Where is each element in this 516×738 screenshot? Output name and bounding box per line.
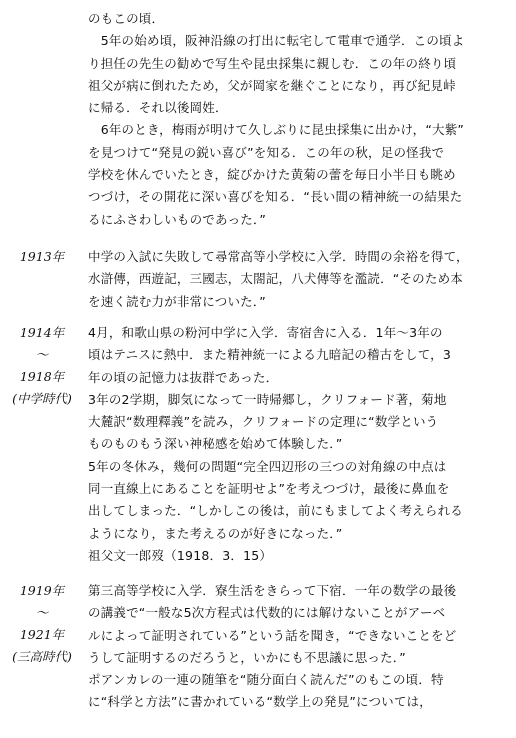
text-line: に帰る．それ以後岡姓． (88, 100, 228, 116)
year-range-tilde: 〜 (35, 605, 49, 620)
year-text: 1919年 (19, 583, 65, 598)
text-line: ようになり，また考えるのが好きになった．” (88, 525, 343, 541)
text-line: 大麓訳“数理釋義”を読み，クリフォードの定理に“数学という (88, 414, 439, 430)
text-line: 中学の入試に失敗して尋常高等小学校に入学．時間の余裕を得て， (88, 249, 469, 264)
text-line: 6年のとき，梅雨が明けて久しぶりに昆虫採集に出かけ，“大紫” (88, 122, 465, 138)
text-line: ものものもう深い神秘感を始めて体験した．” (88, 436, 343, 452)
text-line: り担任の先生の勧めで写生や昆虫採集に親しむ．この年の終り頃 (88, 55, 457, 71)
text-line: 年の頃の記憶力は抜群であった． (88, 369, 279, 385)
text-line: のもこの頃． (88, 11, 165, 26)
text-line: を速く読む力が非常についた．” (88, 293, 266, 309)
period-label: (三高時代) (12, 649, 72, 664)
year-text: 1921年 (19, 627, 65, 642)
text-line: の講義で“一般な5次方程式は代数的には解けないことがアーベ (88, 605, 446, 621)
year-text: 1914年 (19, 325, 65, 340)
text-line: 学校を休んでいたとき，綻びかけた黄菊の蕾を毎日小半日も眺め (88, 167, 456, 183)
text-line: 水滸傳，西遊記，三國志，太閤記，八犬傳等を濫読．“そのため本 (88, 271, 463, 287)
text-line: ルによって証明されている”という話を聞き，“できないことをど (88, 627, 457, 643)
text-line: 3年の2学期，脚気になって一時帰郷し，クリフォード著，菊地 (88, 391, 447, 407)
year-label (4, 322, 80, 410)
entry-body (88, 8, 508, 231)
year-text: 1918年 (19, 369, 65, 384)
text-line: 頃はテニスに熱中．また精神統一による九暗記の稽古をして，3 (88, 347, 452, 363)
year-label (4, 246, 80, 268)
year-range-tilde: 〜 (35, 347, 49, 362)
text-line: 5年の始め頃，阪神沿線の打出に転宅して電車で通学．この頃よ (88, 33, 465, 49)
entry-body (88, 246, 508, 313)
year-label (4, 580, 80, 668)
text-line: 4月，和歌山県の粉河中学に入学．寄宿舎に入る．1年～3年の (88, 325, 443, 340)
text-line: 祖父が病に倒れたため，父が岡家を継ぐことになり，再び紀見峠 (88, 77, 456, 93)
text-line: を見つけて“発見の鋭い喜び”を知る．この年の秋，足の怪我で (88, 144, 445, 160)
entry-body (88, 580, 508, 714)
period-label: (中学時代) (12, 391, 72, 406)
text-line: つづけ，その開花に深い喜びを知る．“長い間の精神統一の結果た (88, 189, 463, 205)
entry-body (88, 322, 508, 567)
text-line: るにふさわしいものであった．” (88, 211, 267, 227)
year-text: 1913年 (19, 249, 65, 264)
text-line: 5年の冬休み，幾何の問題“完全四辺形の三つの対角線の中点は (88, 458, 447, 474)
text-line: 出してしまった．“しかしこの後は，前にもましてよく考えられる (88, 503, 463, 519)
text-line: ポアンカレの一連の随筆を“随分面白く読んだ”のもこの頃．特 (88, 672, 444, 688)
text-line: に“科学と方法”に書かれている“数学上の発見”については， (88, 694, 432, 710)
text-line: うして証明するのだろうと，いかにも不思議に思った．” (88, 649, 406, 665)
text-line: 祖父文一郎歿（1918．3．15） (88, 547, 273, 563)
text-line: 同一直線上にあることを証明せよ”を考えつづけ，最後に鼻血を (88, 481, 450, 497)
text-line: 第三高等学校に入学．寮生活をきらって下宿．一年の数学の最後 (88, 583, 457, 598)
